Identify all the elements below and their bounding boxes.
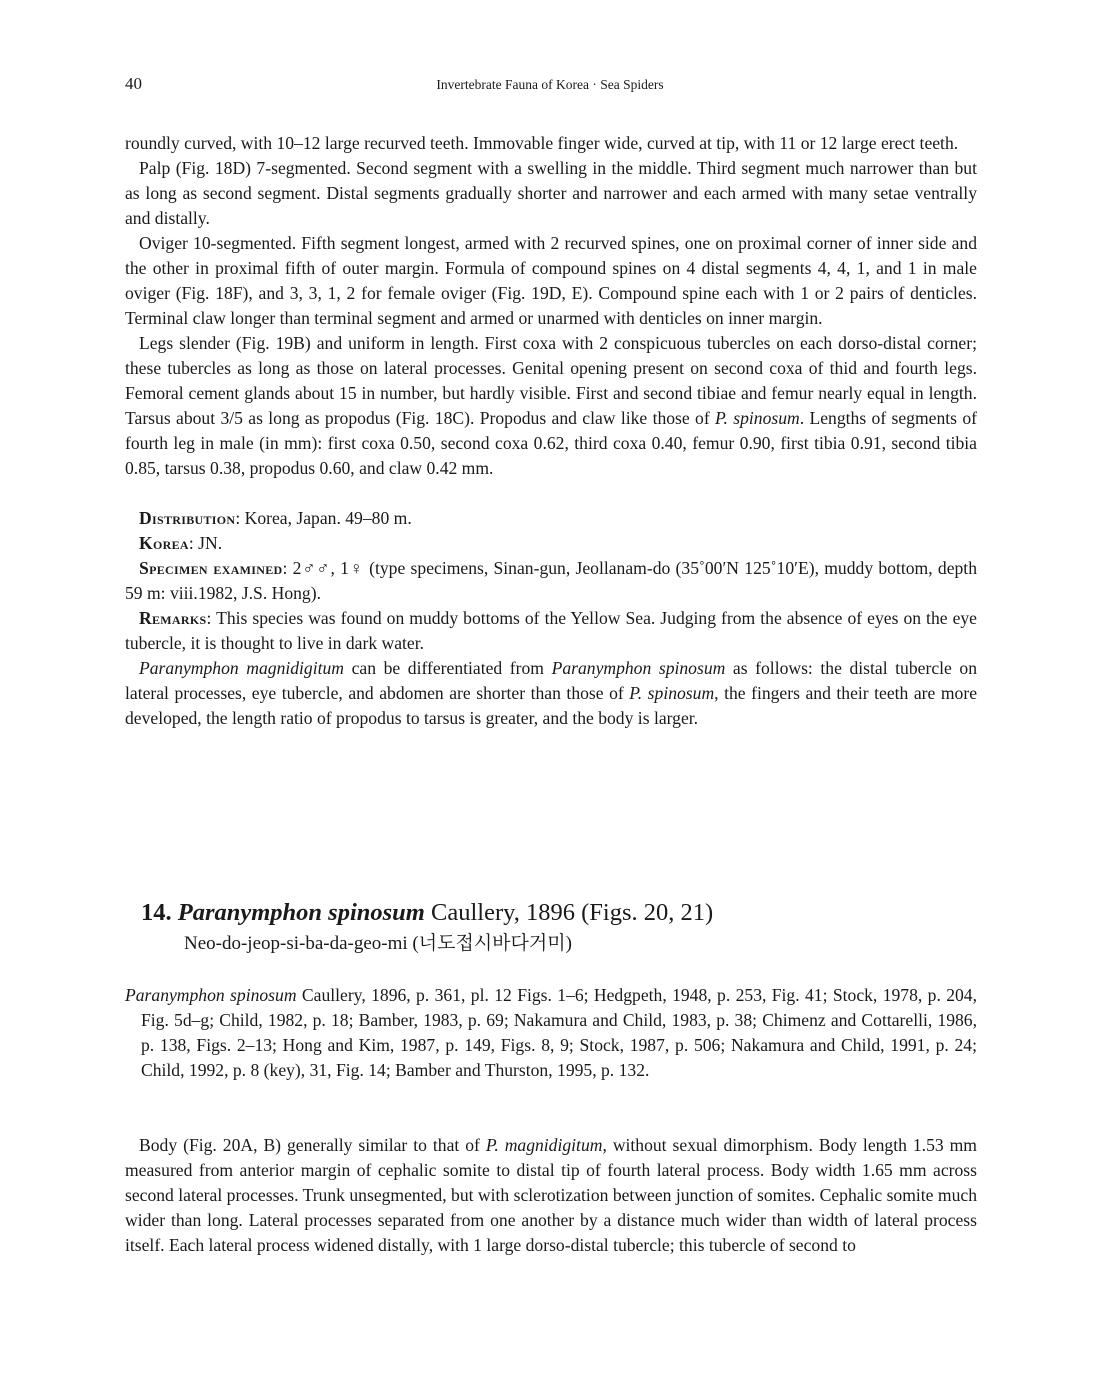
paragraph-palp: Palp (Fig. 18D) 7-segmented. Second segment with a swelling in the middle. Third segment much narrower than but as long as second segment. Distal segments gradually shorter and narrower and each armed with many setae ventrally and distally. — [125, 158, 977, 228]
synonymy-list — [125, 983, 977, 1083]
paragraph-body: Body (Fig. 20A, B) generally similar to that of P. magnidigitum, without sexual dimorphism. Body length 1.53 mm measured from anterior margin of cephalic somite to distal tip of fourth lateral process. Body width 1.65 mm across second lateral processes. Trunk unsegmented, but with sclerotization between junction of somites. Cephalic somite much wider than long. Lateral processes separated from one another by a distance much wider than width of lateral process itself. Each lateral process widened distally, with 1 large dorso-distal tubercle; this tubercle of second to — [125, 1135, 977, 1255]
paragraph-chela: roundly curved, with 10–12 large recurved teeth. Immovable finger wide, curved at tip, with 11 or 12 large erect teeth. — [125, 133, 959, 153]
korean-common-name: Neo-do-jeop-si-ba-da-geo-mi (너도접시바다거미) — [184, 933, 572, 954]
page-number: 40 — [125, 74, 142, 93]
paragraph-legs: Legs slender (Fig. 19B) and uniform in length. First coxa with 2 conspicuous tubercles on each dorso-distal corner; these tubercles as long as those on lateral processes. Genital opening present on second coxa of thid and fourth legs. Femoral cement glands about 15 in number, but hardly visible. First and second tibiae and femur nearly equal in length. Tarsus about 3/5 as long as propodus (Fig. 18C). Propodus and claw like those of P. spinosum. Lengths of segments of fourth leg in male (in mm): first coxa 0.50, second coxa 0.62, third coxa 0.40, femur 0.90, first tibia 0.91, second tibia 0.85, tarsus 0.38, propodus 0.60, and claw 0.42 mm. — [125, 333, 977, 478]
description-section — [125, 131, 977, 731]
korea-record: Korea: JN. — [139, 533, 223, 553]
body-description — [125, 1133, 977, 1258]
distribution-record: Distribution: Korea, Japan. 49–80 m. — [139, 508, 412, 528]
paragraph-oviger: Oviger 10-segmented. Fifth segment longest, armed with 2 recurved spines, one on proximal corner of inner side and the other in proximal fifth of outer margin. Formula of compound spines on 4 distal segments 4, 4, 1, and 1 in male oviger (Fig. 18F), and 3, 3, 1, 2 for female oviger (Fig. 19D, E). Compound spine each with 1 or 2 pairs of denticles. Terminal claw longer than terminal segment and armed or unarmed with denticles on inner margin. — [125, 233, 977, 328]
synonymy-entry: Paranymphon spinosum Caullery, 1896, p. 361, pl. 12 Figs. 1–6; Hedgpeth, 1948, p. 253, Fig. 41; Stock, 1978, p. 204, Fig. 5d–g; Child, 1982, p. 18; Bamber, 1983, p. 69; Nakamura and Child, 1983, p. 38; Chimenz and Cottarelli, 1986, p. 138, Figs. 2–13; Hong and Kim, 1987, p. 149, Figs. 8, 9; Stock, 1987, p. 506; Nakamura and Child, 1991, p. 24; Child, 1992, p. 8 (key), 31, Fig. 14; Bamber and Thurston, 1995, p. 132. — [125, 985, 977, 1080]
specimen-record: Specimen examined: 2♂♂, 1♀ (type specimens, Sinan-gun, Jeollanam-do (35˚00′N 125˚10′E), muddy bottom, depth 59 m: viii.1982, J.S. Hong). — [125, 558, 977, 603]
remarks-record: Remarks: This species was found on muddy bottoms of the Yellow Sea. Judging from the absence of eyes on the eye tubercle, it is thought to live in dark water. — [125, 608, 977, 653]
running-head: Invertebrate Fauna of Korea · Sea Spiders — [436, 77, 664, 92]
species-heading: 14. Paranymphon spinosum Caullery, 1896 (Figs. 20, 21) — [141, 899, 714, 926]
remarks-comparison: Paranymphon magnidigitum can be differentiated from Paranymphon spinosum as follows: the distal tubercle on lateral processes, eye tubercle, and abdomen are shorter than those of P. spinosum, the fingers and their teeth are more developed, the length ratio of propodus to tarsus is greater, and the body is larger. — [125, 658, 978, 728]
